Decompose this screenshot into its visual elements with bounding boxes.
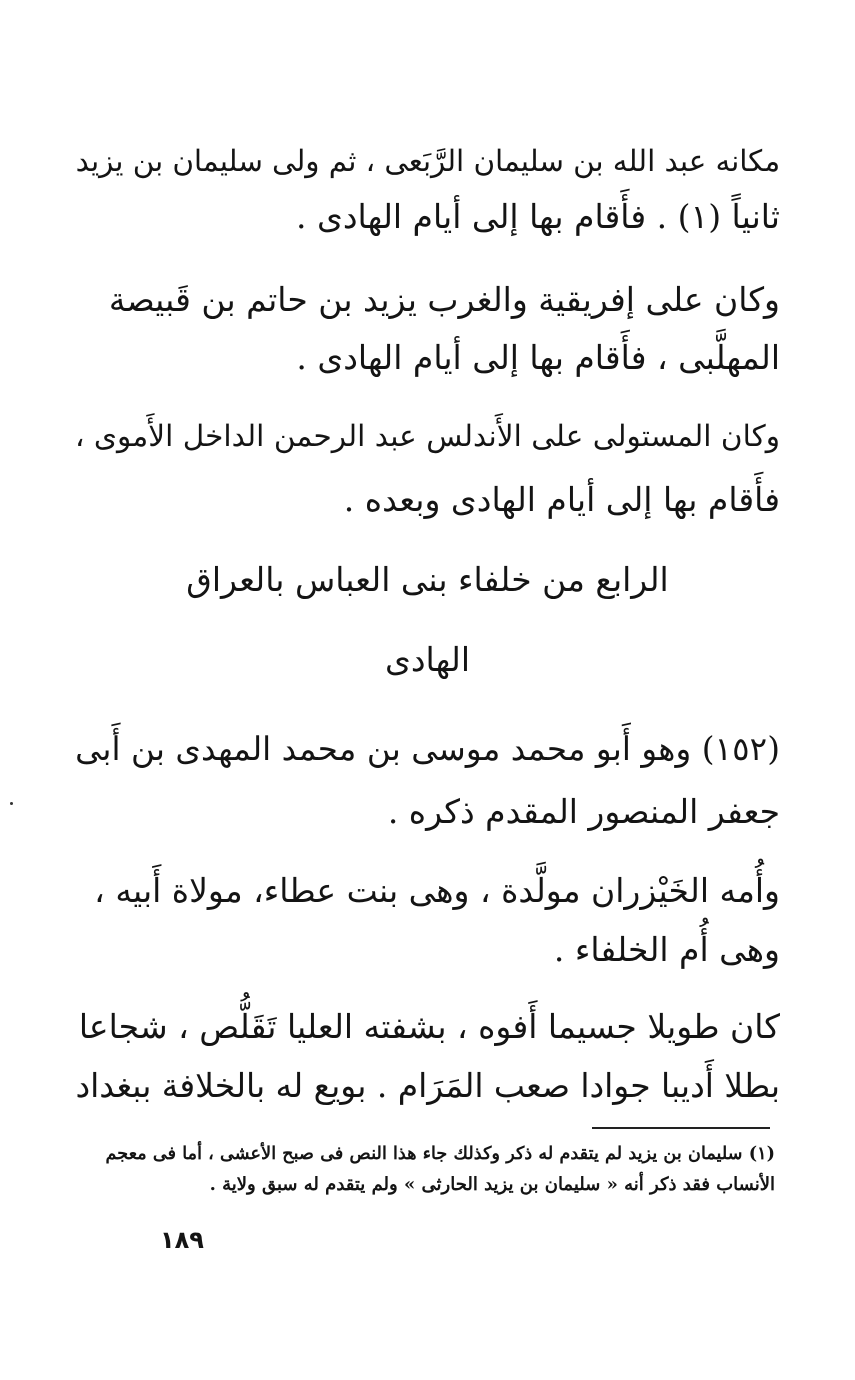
text-line-6: فأَقام بها إلى أيام الهادى وبعده . (343, 480, 780, 519)
text-line-2: ثانياً (١) . فأَقام بها إلى أيام الهادى . (296, 197, 780, 236)
text-line-10: وهى أُم الخلفاء . (553, 930, 780, 969)
text-line-12: بطلا أَديبا جوادا صعب المَرَام . بويع له بالخلافة ببغداد (75, 1066, 780, 1105)
scan-speck (10, 802, 13, 805)
text-line-5: وكان المستولى على الأَندلس عبد الرحمن الداخل الأَموى ، (74, 419, 780, 453)
footnote-divider (592, 1127, 770, 1129)
text-line-1: مكانه عبد الله بن سليمان الرَّبَعى ، ثم ولى سليمان بن يزيد (75, 144, 780, 178)
page-number: ١٨٩ (160, 1226, 204, 1254)
text-line-7: (١٥٢) وهو أَبو محمد موسى بن محمد المهدى بن أَبى (75, 730, 780, 768)
section-heading: الرابع من خلفاء بنى العباس بالعراق (186, 560, 669, 599)
text-line-11: كان طويلا جسيما أَفوه ، بشفته العليا تَقَلُّص ، شجاعا (78, 1007, 780, 1046)
text-line-4: المهلَّبى ، فأَقام بها إلى أيام الهادى . (296, 338, 780, 377)
text-line-9: وأُمه الخَيْزران مولَّدة ، وهى بنت عطاء، مولاة أَبيه ، (94, 871, 780, 910)
footnote-line-2: الأنساب فقد ذكر أنه « سليمان بن يزيد الحارثى » ولم يتقدم له سبق ولاية . (209, 1174, 775, 1195)
text-line-8: جعفر المنصور المقدم ذكره . (387, 792, 780, 831)
footnote-line-1: (١) سليمان بن يزيد لم يتقدم له ذكر وكذلك جاء هذا النص فى صبح الأعشى ، أما فى معجم (105, 1143, 775, 1164)
section-subheading: الهادى (384, 640, 470, 679)
text-line-3: وكان على إفريقية والغرب يزيد بن حاتم بن قَبيصة (108, 280, 780, 319)
